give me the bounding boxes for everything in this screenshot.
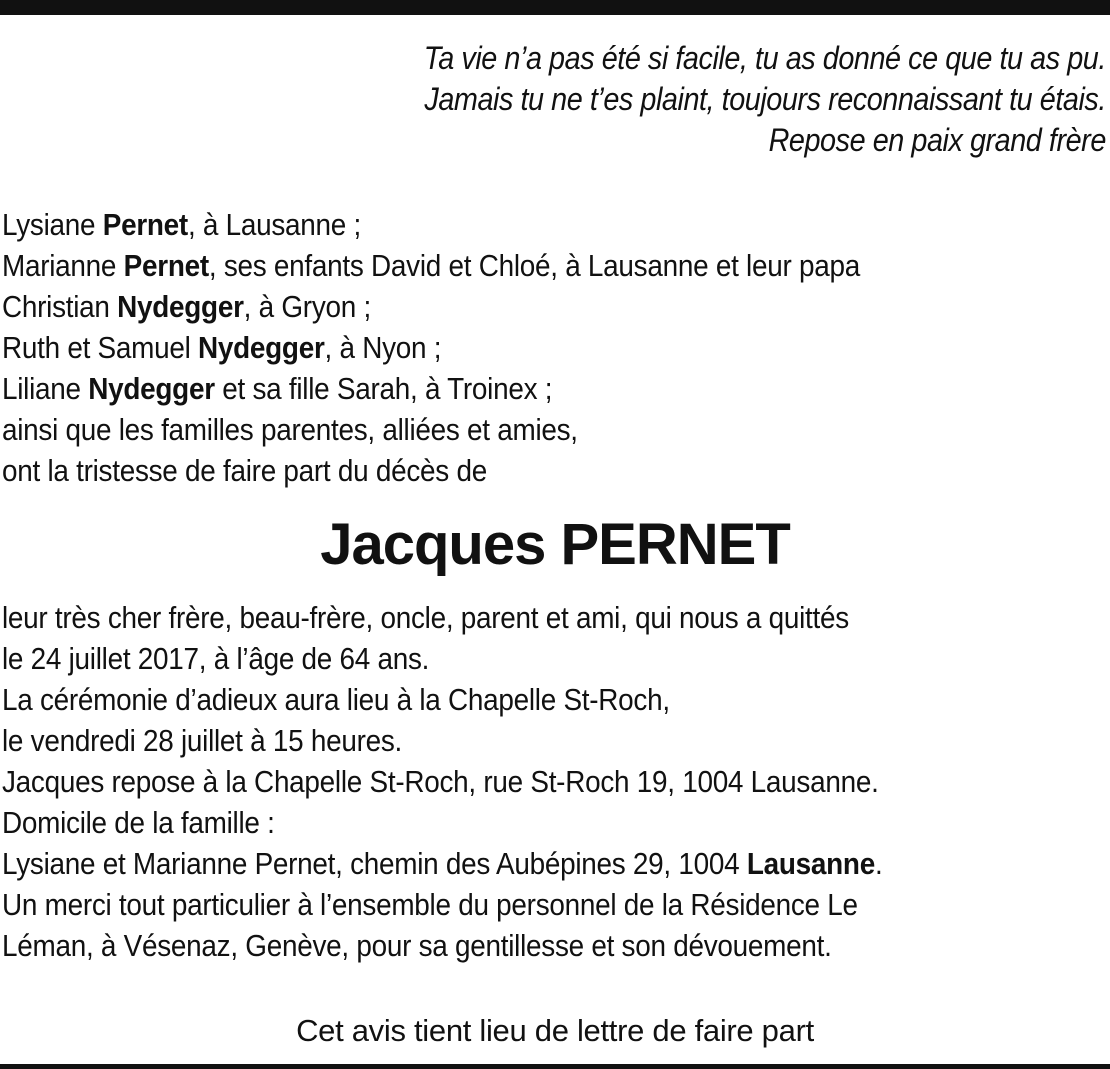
epitaph-poem — [424, 38, 1106, 161]
surname: Pernet — [102, 207, 188, 242]
family-line: ont la tristesse de faire part du décès de — [2, 453, 487, 488]
family-line — [2, 245, 860, 286]
details-line: Léman, à Vésenaz, Genève, pour sa gentillesse et son dévouement. — [2, 928, 832, 963]
given-name: Marianne — [2, 248, 124, 283]
address-text: Lysiane et Marianne Pernet, chemin des Aubépines 29, 1004 — [2, 846, 747, 881]
poem-line: Jamais tu ne t’es plaint, toujours reconnaissant tu étais. — [424, 81, 1106, 117]
given-name: Lysiane — [2, 207, 103, 242]
family-line-text: , ses enfants David et Chloé, à Lausanne et leur papa — [208, 248, 860, 283]
funeral-details — [2, 597, 882, 966]
family-line — [2, 368, 860, 409]
family-line — [2, 286, 860, 327]
details-line: Domicile de la famille : — [2, 805, 275, 840]
details-line: Un merci tout particulier à l’ensemble du personnel de la Résidence Le — [2, 887, 858, 922]
family-line — [2, 204, 860, 245]
surname: Nydegger — [88, 371, 215, 406]
details-line: Jacques repose à la Chapelle St-Roch, rue St-Roch 19, 1004 Lausanne. — [2, 764, 879, 799]
surname: Nydegger — [117, 289, 244, 324]
family-line: ainsi que les familles parentes, alliées et amies, — [2, 412, 578, 447]
details-line: le 24 juillet 2017, à l’âge de 64 ans. — [2, 641, 430, 676]
surname: Nydegger — [198, 330, 325, 365]
poem-line: Repose en paix grand frère — [768, 122, 1106, 158]
bottom-border-rule — [0, 1064, 1110, 1069]
address-end: . — [874, 846, 883, 881]
top-border-rule — [0, 0, 1110, 15]
details-line: le vendredi 28 juillet à 15 heures. — [2, 723, 403, 758]
given-name: Liliane — [2, 371, 89, 406]
closing-note: Cet avis tient lieu de lettre de faire part — [296, 1013, 814, 1048]
details-line: La cérémonie d’adieux aura lieu à la Chapelle St-Roch, — [2, 682, 670, 717]
poem-line: Ta vie n’a pas été si facile, tu as donné ce que tu as pu. — [423, 40, 1106, 76]
family-line-text: , à Lausanne ; — [187, 207, 362, 242]
given-name: Christian — [2, 289, 118, 324]
family-line-text: et sa fille Sarah, à Troinex ; — [214, 371, 553, 406]
family-announcement — [2, 204, 860, 491]
surname: Pernet — [123, 248, 209, 283]
family-line-text: , à Gryon ; — [243, 289, 371, 324]
given-name: Ruth et Samuel — [2, 330, 199, 365]
details-line — [2, 843, 882, 884]
city-name: Lausanne — [746, 846, 875, 881]
family-line — [2, 327, 860, 368]
details-line: leur très cher frère, beau-frère, oncle, parent et ami, qui nous a quittés — [2, 600, 849, 635]
deceased-name: Jacques PERNET — [320, 512, 790, 577]
family-line-text: , à Nyon ; — [324, 330, 442, 365]
